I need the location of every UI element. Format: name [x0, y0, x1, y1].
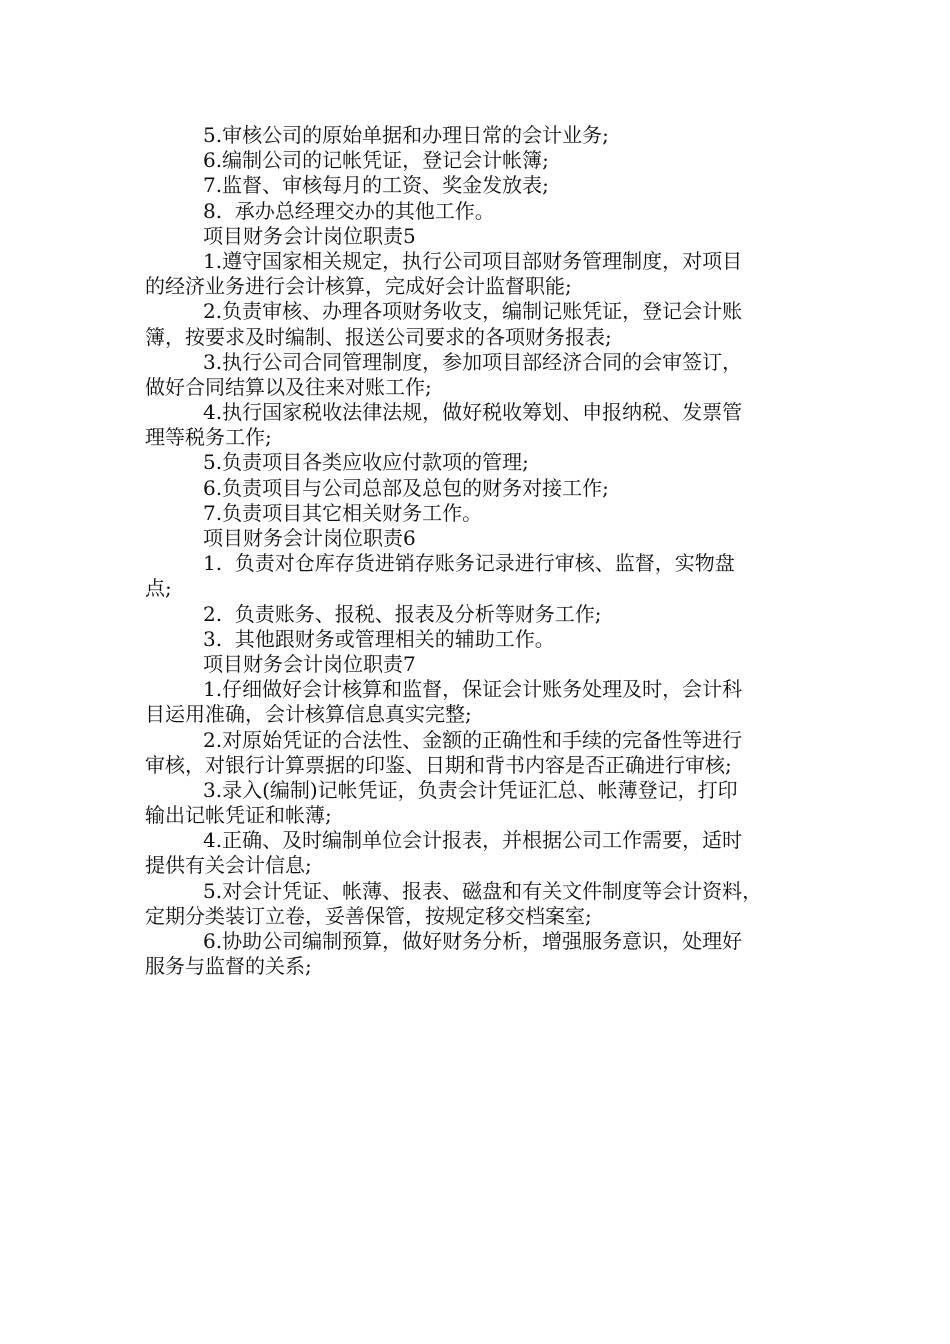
document-line: 点;: [145, 576, 172, 601]
document-line: 4.正确、及时编制单位会计报表，并根据公司工作需要，适时: [203, 828, 743, 853]
document-line: 理等税务工作;: [145, 425, 272, 450]
document-line: 审核，对银行计算票据的印鉴、日期和背书内容是否正确进行审核;: [145, 752, 732, 777]
document-line: 6.负责项目与公司总部及总包的财务对接工作;: [203, 475, 609, 500]
document-line: 项目财务会计岗位职责5: [203, 223, 416, 248]
document-line: 1.仔细做好会计核算和监督，保证会计账务处理及时，会计科: [203, 677, 743, 702]
document-line: 3.录入(编制)记帐凭证，负责会计凭证汇总、帐薄登记，打印: [203, 777, 738, 802]
document-line: 1. 负责对仓库存货进销存账务记录进行审核、监督，实物盘: [203, 551, 735, 576]
document-line: 5.审核公司的原始单据和办理日常的会计业务;: [203, 123, 609, 147]
document-line: 6.协助公司编制预算，做好财务分析，增强服务意识，处理好: [203, 929, 743, 953]
document-line: 2.负责审核、办理各项财务收支，编制记账凭证，登记会计账: [203, 299, 743, 324]
document-body: [145, 123, 813, 979]
document-line: 簿，按要求及时编制、报送公司要求的各项财务报表;: [145, 324, 612, 349]
document-line: 1.遵守国家相关规定，执行公司项目部财务管理制度，对项目: [203, 248, 743, 273]
document-line: 的经济业务进行会计核算，完成好会计监督职能;: [145, 274, 572, 299]
document-line: 5.负责项目各类应收应付款项的管理;: [203, 450, 529, 475]
document-line: 8. 承办总经理交办的其他工作。: [203, 198, 495, 223]
document-line: 2. 负责账务、报税、报表及分析等财务工作;: [203, 601, 602, 626]
document-line: 提供有关会计信息;: [145, 853, 312, 878]
document-line: 3.执行公司合同管理制度，参加项目部经济合同的会审签订，: [203, 349, 743, 374]
document-line: 服务与监督的关系;: [145, 954, 312, 979]
document-line: 4.执行国家税收法律法规，做好税收筹划、申报纳税、发票管: [203, 400, 743, 425]
document-line: 7.监督、审核每月的工资、奖金发放表;: [203, 173, 549, 198]
document-line: 5.对会计凭证、帐薄、报表、磁盘和有关文件制度等会计资料，: [203, 878, 763, 903]
document-line: 3. 其他跟财务或管理相关的辅助工作。: [203, 626, 555, 651]
document-line: 输出记帐凭证和帐薄;: [145, 803, 332, 828]
document-line: 目运用准确，会计核算信息真实完整;: [145, 702, 472, 727]
document-line: 项目财务会计岗位职责7: [203, 651, 416, 676]
document-line: 6.编制公司的记帐凭证，登记会计帐簿;: [203, 148, 549, 173]
document-line: 2.对原始凭证的合法性、金额的正确性和手续的完备性等进行: [203, 727, 743, 752]
document-line: 项目财务会计岗位职责6: [203, 526, 416, 550]
document-line: 7.负责项目其它相关财务工作。: [203, 500, 483, 525]
document-line: 做好合同结算以及往来对账工作;: [145, 374, 432, 399]
document-line: 定期分类装订立卷，妥善保管，按规定移交档案室;: [145, 903, 592, 928]
